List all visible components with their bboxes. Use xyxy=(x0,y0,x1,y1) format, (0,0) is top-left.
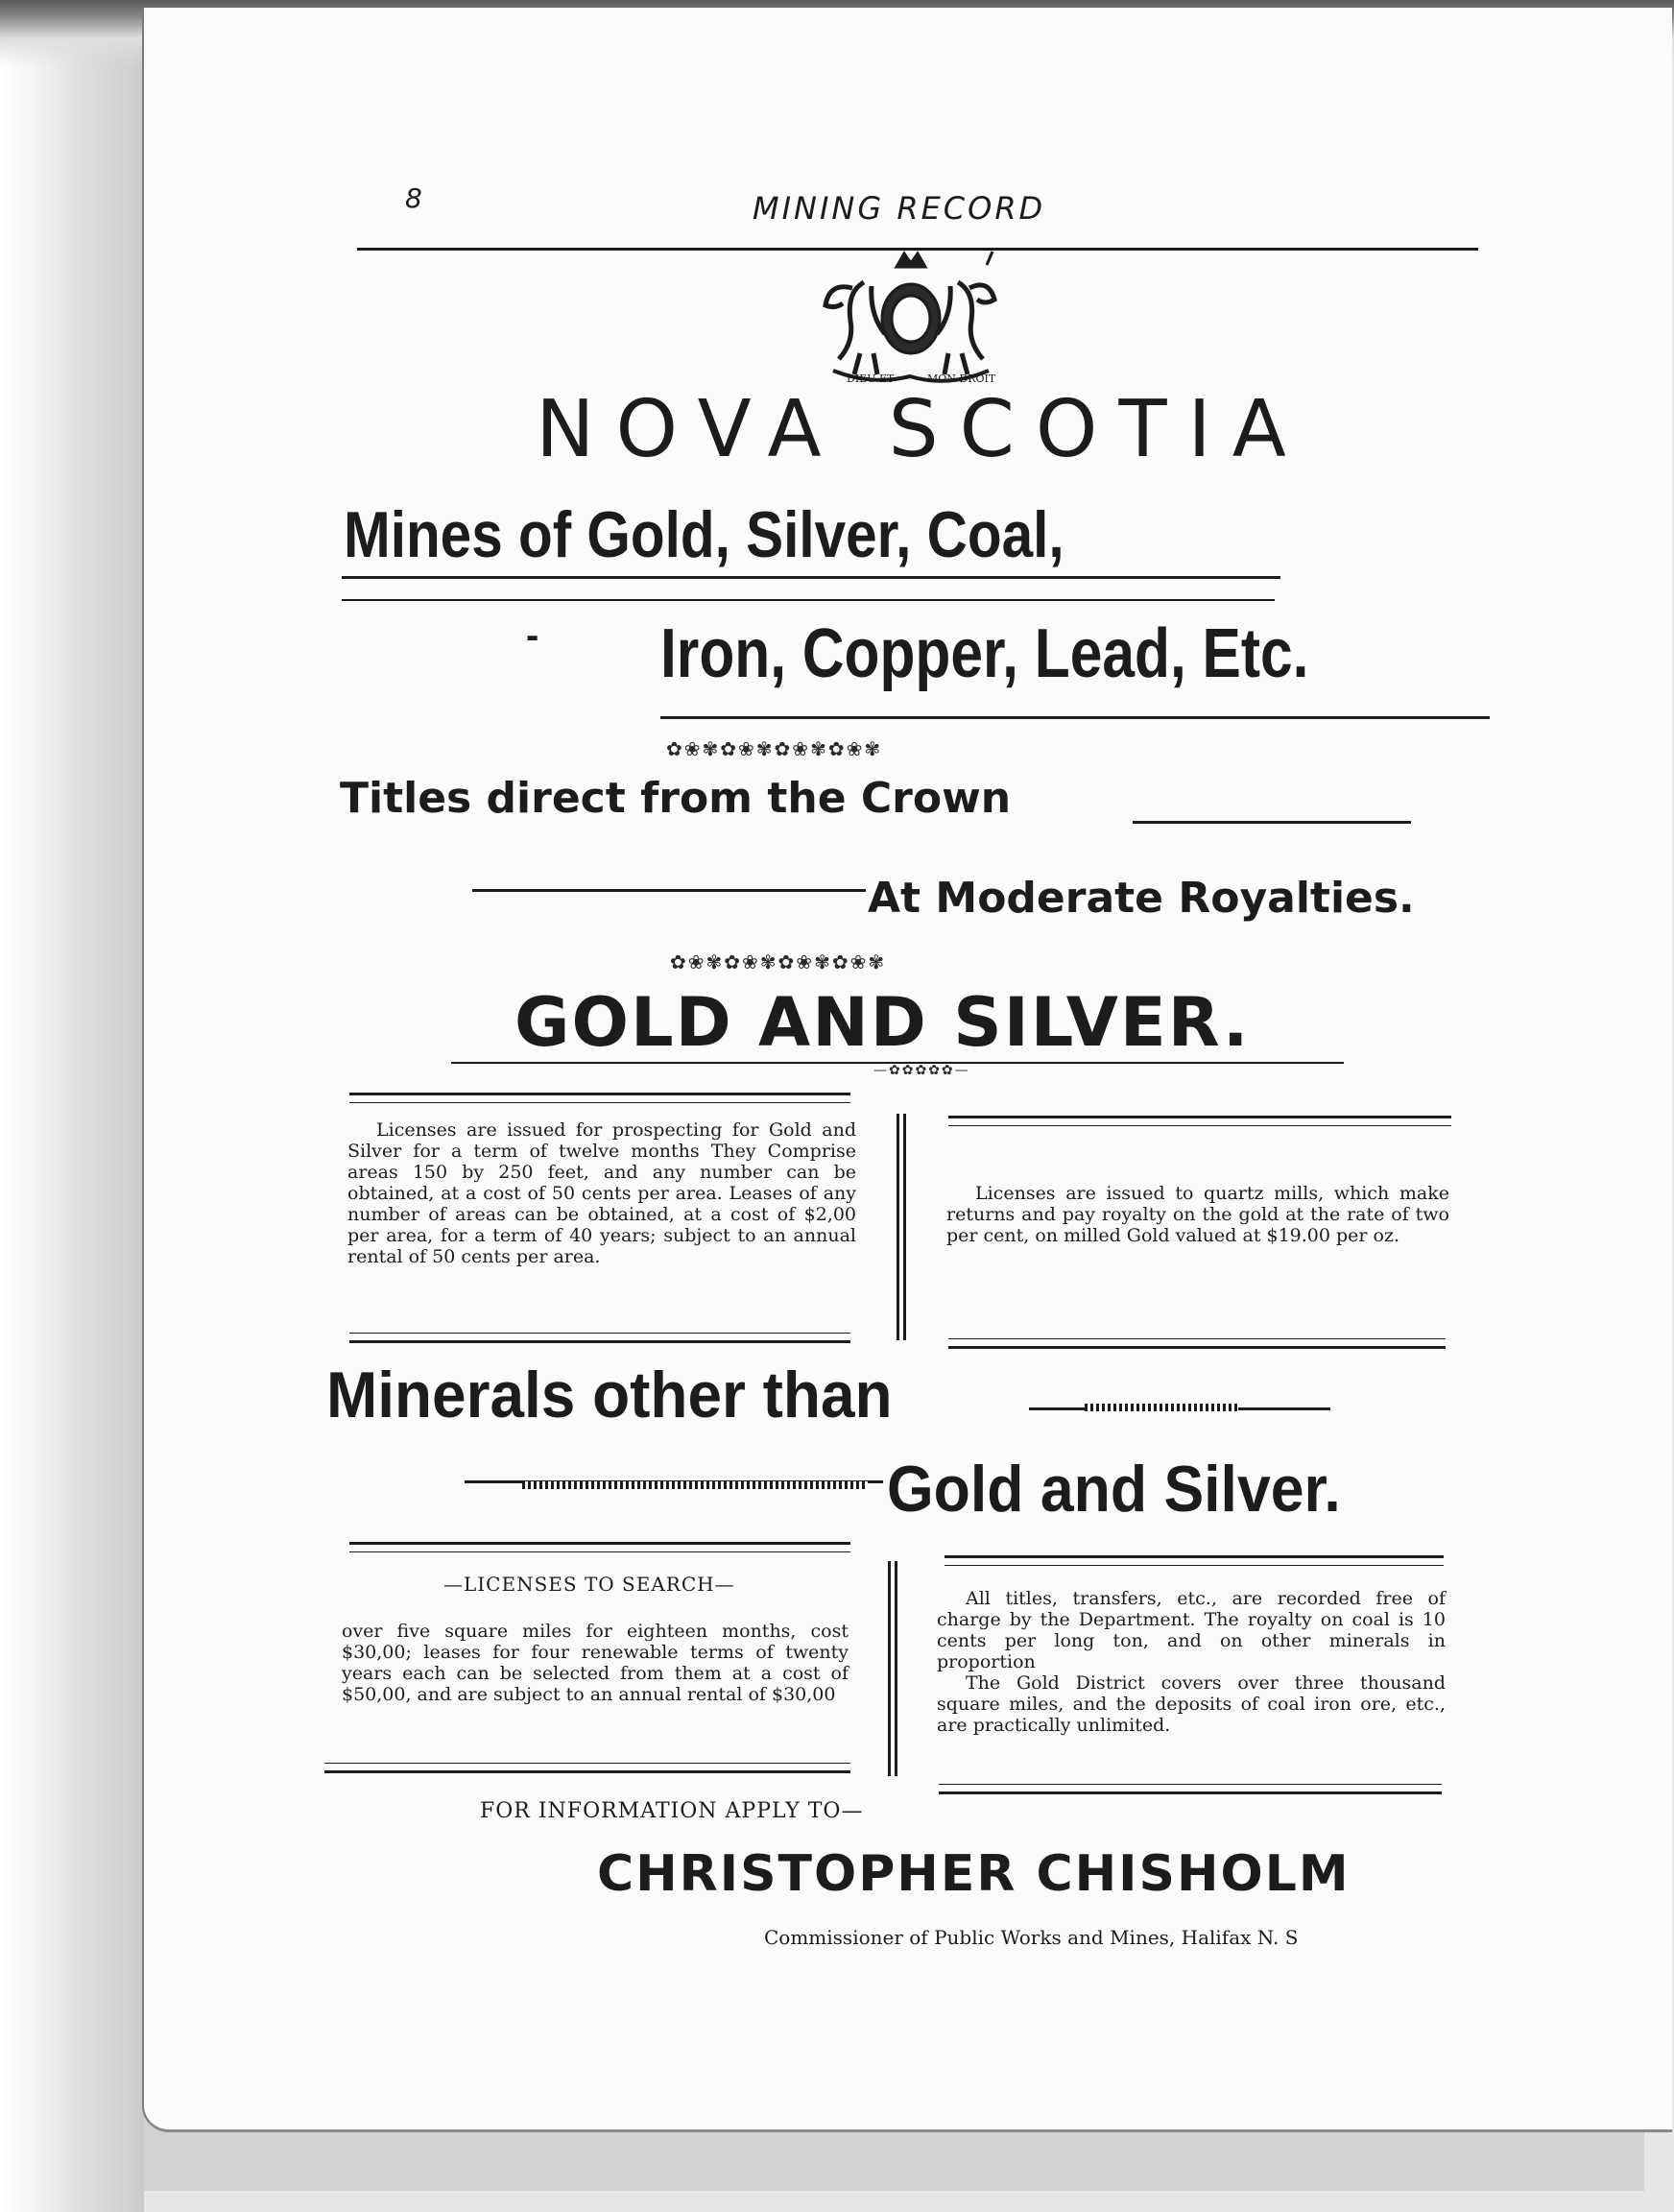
licenses-to-search-text: over five square miles for eighteen months, cost $30,00; leases for four renewable terms of twenty years each can be selected from them at a cost of $50,00, and are subject to an annual rental of $30,00 xyxy=(342,1621,849,1705)
gold-district-paragraph: The Gold District covers over three thousand square miles, and the deposits of coal iron ore, etc., are practically unlimited. xyxy=(937,1672,1446,1736)
ornament-small: —✿✿✿✿✿— xyxy=(873,1063,970,1078)
minerals-wavy-rule xyxy=(1085,1404,1238,1411)
section-rule xyxy=(349,1093,850,1095)
titles-royalty-text xyxy=(937,1588,1446,1736)
section-rule xyxy=(324,1770,850,1773)
titles-line-2: At Moderate Royalties. xyxy=(868,874,1415,923)
section-rule xyxy=(948,1338,1446,1339)
info-label: FOR INFORMATION APPLY TO— xyxy=(480,1799,864,1823)
section-rule xyxy=(349,1333,850,1334)
section-rule xyxy=(349,1102,850,1103)
royalty-paragraph: All titles, transfers, etc., are recorded free of charge by the Department. The royalty on coal is 10 cents per long ton, and on other minerals in proportion xyxy=(937,1588,1446,1672)
section-rule xyxy=(349,1542,850,1545)
gold-silver-heading: GOLD AND SILVER. xyxy=(514,983,1251,1062)
royal-crest xyxy=(804,248,1017,392)
crest-motto-left: DIEU ET xyxy=(847,373,895,385)
publication-title: MINING RECORD xyxy=(753,190,1046,227)
section-rule xyxy=(939,1784,1442,1785)
ornament-divider: ✿❀✾✿❀✾✿❀✾✿❀✾ xyxy=(666,737,883,760)
column-divider xyxy=(895,1561,897,1776)
minerals-wavy-rule xyxy=(522,1481,868,1489)
section-rule xyxy=(939,1791,1442,1794)
licenses-to-search-heading: —LICENSES TO SEARCH— xyxy=(443,1573,735,1596)
contact-title: Commissioner of Public Works and Mines, Halifax N. S xyxy=(764,1926,1299,1949)
section-rule xyxy=(349,1551,850,1552)
headline-line-2: Iron, Copper, Lead, Etc. xyxy=(660,615,1309,692)
crest-motto-right: MON DROIT xyxy=(927,373,996,385)
column-divider xyxy=(897,1114,899,1340)
ornament-divider: ✿❀✾✿❀✾✿❀✾✿❀✾ xyxy=(670,950,887,974)
section-rule xyxy=(945,1555,1444,1558)
headline-line-1: Mines of Gold, Silver, Coal, xyxy=(344,498,1064,571)
gold-prospecting-text: Licenses are issued for prospecting for Gold and Silver for a term of twelve months They Comprise areas 150 by 250 feet, and any number can be obtained, at a cost of 50 cents per area. Leases of any number of areas can be obtained, at a cost of $2,00 per area, for a term of 40 years; subject to an annual rental of 50 cents per area. xyxy=(347,1119,856,1267)
minerals-heading-2: Gold and Silver. xyxy=(887,1453,1341,1526)
headline-region: NOVA SCOTIA xyxy=(536,384,1307,475)
section-rule xyxy=(948,1346,1446,1349)
section-rule xyxy=(948,1116,1451,1118)
headline-rule-2 xyxy=(660,716,1490,719)
section-rule xyxy=(349,1340,850,1343)
quartz-mills-text: Licenses are issued to quartz mills, which make returns and pay royalty on the gold at the rate of two per cent, on milled Gold valued at $19.00 per oz. xyxy=(946,1183,1449,1246)
page-number: 8 xyxy=(405,182,422,214)
section-rule xyxy=(948,1125,1451,1126)
section-rule xyxy=(324,1763,850,1764)
titles-rule-2 xyxy=(472,889,866,892)
contact-name: CHRISTOPHER CHISHOLM xyxy=(597,1845,1351,1903)
scan-edge xyxy=(0,0,144,2212)
column-divider xyxy=(888,1561,891,1776)
minerals-heading-1: Minerals other than xyxy=(326,1358,893,1431)
titles-line-1: Titles direct from the Crown xyxy=(340,774,1012,823)
headline-rule-1b xyxy=(342,599,1275,601)
section-rule xyxy=(945,1565,1444,1566)
titles-rule-1 xyxy=(1133,821,1411,824)
headline-rule-1 xyxy=(342,576,1280,579)
column-divider xyxy=(903,1114,906,1340)
headline-dash: - xyxy=(526,614,539,657)
